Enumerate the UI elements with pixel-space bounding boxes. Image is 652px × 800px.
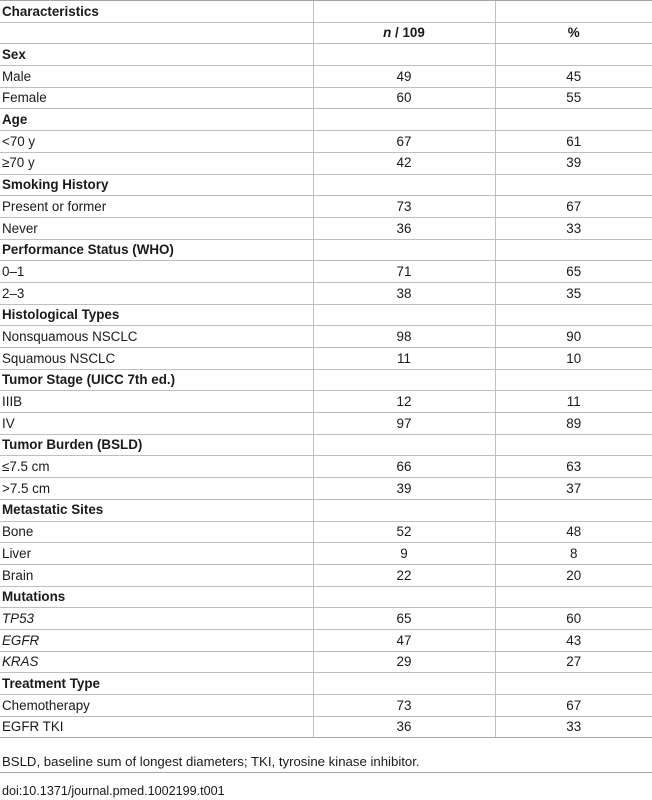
table-row <box>0 152 652 174</box>
n-cell <box>313 174 495 196</box>
pct-cell: 61 <box>495 131 652 153</box>
section-row <box>0 304 652 326</box>
header-empty-n <box>313 1 495 23</box>
row-label: EGFR TKI <box>0 716 313 738</box>
section-row <box>0 44 652 66</box>
pct-cell <box>495 44 652 66</box>
pct-cell: 43 <box>495 629 652 651</box>
pct-cell: 33 <box>495 716 652 738</box>
row-label: Present or former <box>0 196 313 218</box>
table-row <box>0 543 652 565</box>
section-label: Age <box>0 109 313 131</box>
table-row <box>0 282 652 304</box>
row-label: Female <box>0 87 313 109</box>
n-cell: 73 <box>313 196 495 218</box>
n-cell <box>313 44 495 66</box>
section-row <box>0 673 652 695</box>
row-label: Nonsquamous NSCLC <box>0 326 313 348</box>
section-row <box>0 109 652 131</box>
n-cell: 12 <box>313 391 495 413</box>
n-cell: 22 <box>313 564 495 586</box>
section-label: Histological Types <box>0 304 313 326</box>
pct-cell: 45 <box>495 66 652 88</box>
table-row <box>0 695 652 717</box>
n-cell: 71 <box>313 261 495 283</box>
row-label: TP53 <box>0 608 313 630</box>
pct-cell: 20 <box>495 564 652 586</box>
row-label: Chemotherapy <box>0 695 313 717</box>
section-row <box>0 499 652 521</box>
n-cell <box>313 586 495 608</box>
row-label: ≤7.5 cm <box>0 456 313 478</box>
section-label: Metastatic Sites <box>0 499 313 521</box>
pct-cell: 11 <box>495 391 652 413</box>
n-cell: 65 <box>313 608 495 630</box>
table-row <box>0 478 652 500</box>
pct-cell <box>495 109 652 131</box>
table-row <box>0 456 652 478</box>
footnote-divider <box>0 772 652 773</box>
n-cell: 60 <box>313 87 495 109</box>
n-cell: 11 <box>313 348 495 370</box>
pct-cell: 35 <box>495 282 652 304</box>
n-cell <box>313 673 495 695</box>
n-cell: 47 <box>313 629 495 651</box>
doi-text: doi:10.1371/journal.pmed.1002199.t001 <box>2 784 225 798</box>
table-row <box>0 87 652 109</box>
n-cell: 97 <box>313 413 495 435</box>
n-cell <box>313 304 495 326</box>
table-row <box>0 413 652 435</box>
table-row <box>0 521 652 543</box>
header-n-italic: n <box>383 25 392 41</box>
n-cell: 39 <box>313 478 495 500</box>
row-label: Brain <box>0 564 313 586</box>
row-label: <70 y <box>0 131 313 153</box>
n-cell <box>313 499 495 521</box>
section-label: Mutations <box>0 586 313 608</box>
section-row <box>0 586 652 608</box>
table-row <box>0 66 652 88</box>
table-row <box>0 326 652 348</box>
n-cell <box>313 239 495 261</box>
row-label: >7.5 cm <box>0 478 313 500</box>
row-label: Squamous NSCLC <box>0 348 313 370</box>
section-label: Tumor Stage (UICC 7th ed.) <box>0 369 313 391</box>
pct-cell <box>495 239 652 261</box>
table-row <box>0 391 652 413</box>
pct-cell: 33 <box>495 217 652 239</box>
pct-cell: 89 <box>495 413 652 435</box>
section-row <box>0 239 652 261</box>
section-row <box>0 174 652 196</box>
pct-cell: 65 <box>495 261 652 283</box>
header-n <box>313 22 495 44</box>
row-label: 0–1 <box>0 261 313 283</box>
section-label: Sex <box>0 44 313 66</box>
pct-cell: 60 <box>495 608 652 630</box>
section-label: Tumor Burden (BSLD) <box>0 434 313 456</box>
pct-cell: 48 <box>495 521 652 543</box>
pct-cell: 39 <box>495 152 652 174</box>
pct-cell: 8 <box>495 543 652 565</box>
row-label: ≥70 y <box>0 152 313 174</box>
table-row <box>0 716 652 738</box>
section-row <box>0 434 652 456</box>
pct-cell: 37 <box>495 478 652 500</box>
table-row <box>0 217 652 239</box>
pct-cell <box>495 673 652 695</box>
row-label: IV <box>0 413 313 435</box>
n-cell: 36 <box>313 217 495 239</box>
table-row <box>0 196 652 218</box>
pct-cell: 67 <box>495 695 652 717</box>
header-empty-pct <box>495 1 652 23</box>
table-row <box>0 348 652 370</box>
n-cell: 66 <box>313 456 495 478</box>
pct-cell <box>495 304 652 326</box>
n-cell: 49 <box>313 66 495 88</box>
row-label: 2–3 <box>0 282 313 304</box>
header-n-rest: / 109 <box>391 25 425 41</box>
row-label: EGFR <box>0 629 313 651</box>
row-label: IIIB <box>0 391 313 413</box>
pct-cell: 63 <box>495 456 652 478</box>
section-label: Performance Status (WHO) <box>0 239 313 261</box>
pct-cell: 55 <box>495 87 652 109</box>
table-row <box>0 261 652 283</box>
row-label: Never <box>0 217 313 239</box>
section-row <box>0 369 652 391</box>
header-row-1 <box>0 1 652 23</box>
header-row-2 <box>0 22 652 44</box>
pct-cell: 10 <box>495 348 652 370</box>
row-label: KRAS <box>0 651 313 673</box>
section-label: Smoking History <box>0 174 313 196</box>
header-characteristics: Characteristics <box>0 1 313 23</box>
pct-cell <box>495 369 652 391</box>
n-cell <box>313 369 495 391</box>
table-footnote: BSLD, baseline sum of longest diameters; TKI, tyrosine kinase inhibitor. <box>2 754 420 769</box>
pct-cell <box>495 586 652 608</box>
table-body <box>0 1 652 738</box>
n-cell <box>313 109 495 131</box>
pct-cell <box>495 499 652 521</box>
pct-cell: 67 <box>495 196 652 218</box>
table-row <box>0 651 652 673</box>
n-cell: 52 <box>313 521 495 543</box>
table-row <box>0 131 652 153</box>
pct-cell: 90 <box>495 326 652 348</box>
pct-cell: 27 <box>495 651 652 673</box>
section-label: Treatment Type <box>0 673 313 695</box>
n-cell: 98 <box>313 326 495 348</box>
header-pct: % <box>495 22 652 44</box>
table-row <box>0 564 652 586</box>
header-empty-label <box>0 22 313 44</box>
pct-cell <box>495 174 652 196</box>
table-row <box>0 629 652 651</box>
n-cell: 67 <box>313 131 495 153</box>
n-cell: 9 <box>313 543 495 565</box>
table-row <box>0 608 652 630</box>
n-cell: 42 <box>313 152 495 174</box>
n-cell: 73 <box>313 695 495 717</box>
n-cell: 29 <box>313 651 495 673</box>
row-label: Bone <box>0 521 313 543</box>
n-cell <box>313 434 495 456</box>
n-cell: 38 <box>313 282 495 304</box>
pct-cell <box>495 434 652 456</box>
row-label: Male <box>0 66 313 88</box>
row-label: Liver <box>0 543 313 565</box>
n-cell: 36 <box>313 716 495 738</box>
